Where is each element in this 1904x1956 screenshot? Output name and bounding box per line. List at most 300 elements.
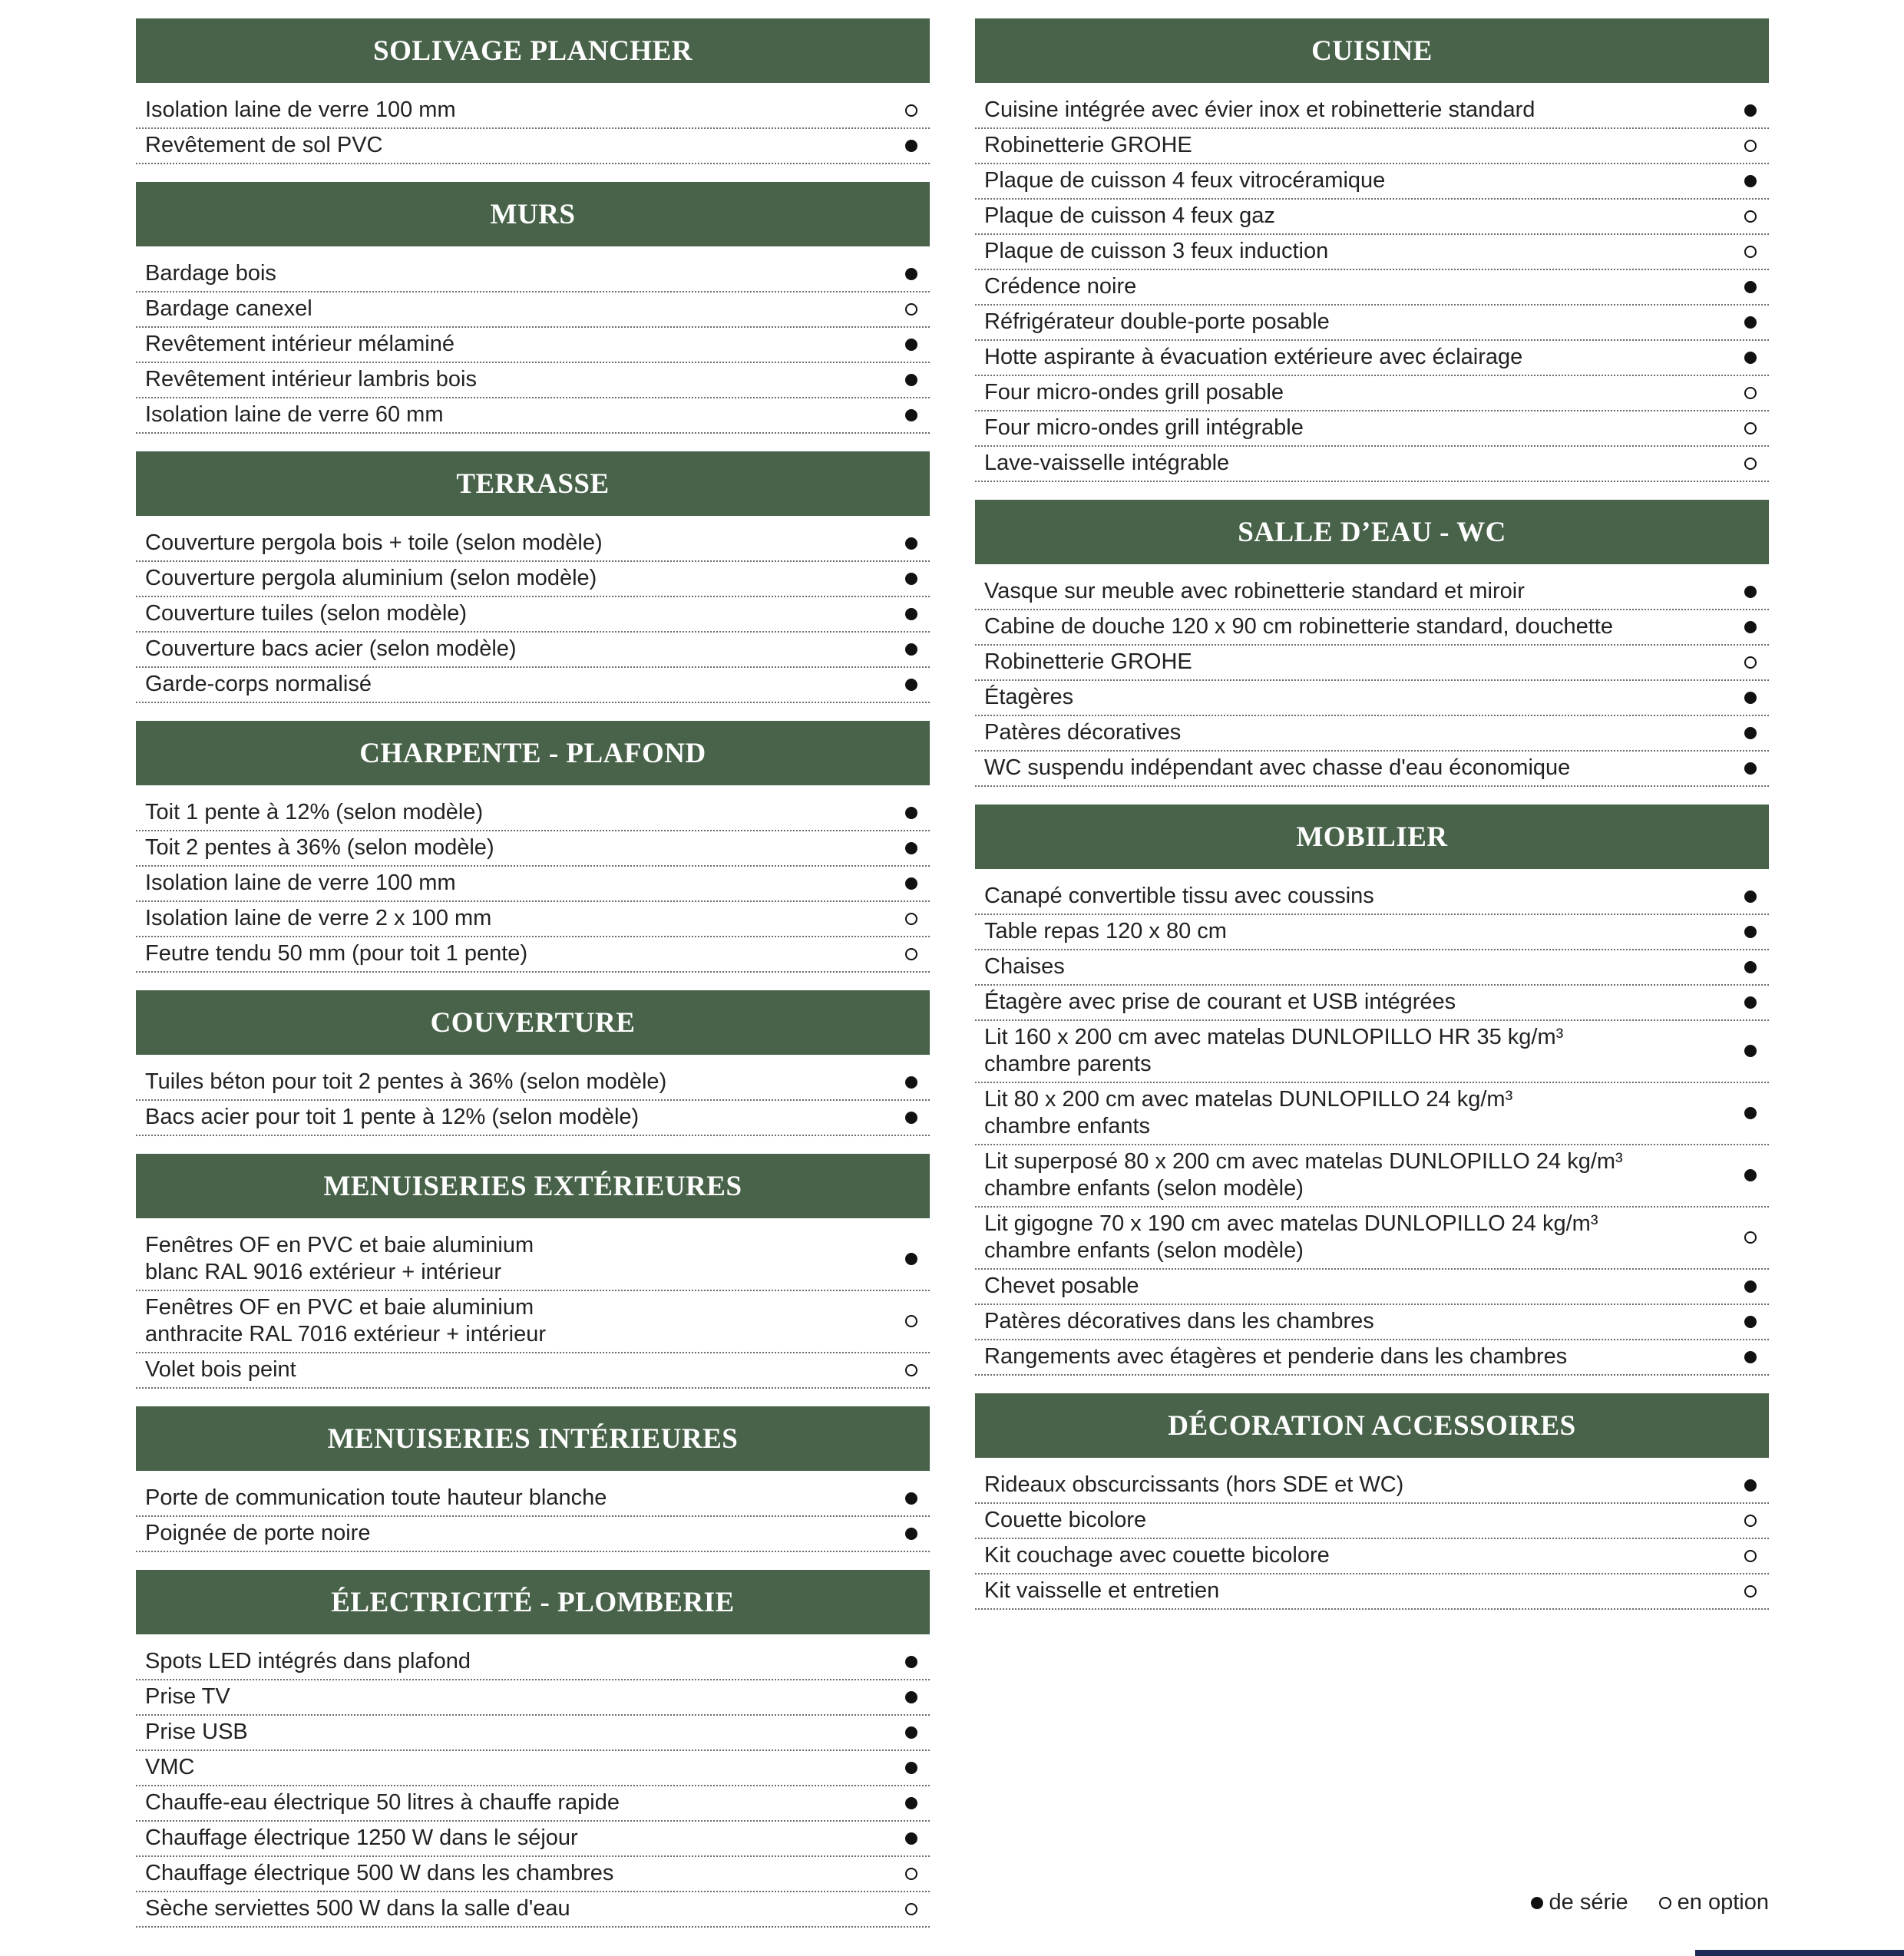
list-item xyxy=(975,1539,1769,1574)
status-mark xyxy=(1741,1228,1760,1247)
item-label xyxy=(145,1683,902,1710)
item-label xyxy=(145,132,902,159)
item-label-line: Revêtement de sol PVC xyxy=(145,133,383,157)
item-label-line: Volet bois peint xyxy=(145,1357,296,1382)
item-label-line: Chauffe-eau électrique 50 litres à chauffe rapide xyxy=(145,1790,620,1815)
legend-option xyxy=(1659,1890,1769,1915)
legend-serie-label: de série xyxy=(1549,1890,1628,1915)
item-label xyxy=(145,940,902,967)
item-label xyxy=(145,834,902,861)
item-label-line: Feutre tendu 50 mm (pour toit 1 pente) xyxy=(145,941,528,966)
list-item xyxy=(975,1305,1769,1340)
status-mark xyxy=(902,300,921,319)
item-label-line: Plaque de cuisson 4 feux vitrocéramique xyxy=(984,168,1386,193)
list-item xyxy=(136,1786,930,1822)
item-label-line: Plaque de cuisson 3 feux induction xyxy=(984,239,1329,263)
item-label-line: Bacs acier pour toit 1 pente à 12% (selon modèle) xyxy=(145,1105,640,1129)
status-mark xyxy=(902,1865,921,1883)
item-label xyxy=(984,883,1741,910)
list-item xyxy=(975,610,1769,646)
item-label-line: Toit 2 pentes à 36% (selon modèle) xyxy=(145,835,494,860)
status-mark xyxy=(1741,1104,1760,1122)
list-item xyxy=(975,341,1769,376)
filled-dot-icon xyxy=(905,409,917,421)
status-mark xyxy=(902,1109,921,1127)
item-label-line: Patères décoratives xyxy=(984,720,1182,745)
filled-dot-icon xyxy=(1744,890,1757,903)
item-label-line: Fenêtres OF en PVC et baie aluminium xyxy=(145,1295,534,1320)
status-mark xyxy=(1741,243,1760,261)
filled-dot-icon xyxy=(1744,996,1757,1009)
item-label-line-2: chambre enfants (selon modèle) xyxy=(984,1238,1304,1263)
item-label-line: Spots LED intégrés dans plafond xyxy=(145,1649,471,1674)
filled-dot-icon xyxy=(905,807,917,819)
filled-dot-icon xyxy=(1744,281,1757,293)
item-label xyxy=(984,309,1741,335)
list-item xyxy=(975,1504,1769,1539)
item-label-line-2: chambre enfants (selon modèle) xyxy=(984,1176,1304,1201)
item-label-line: Revêtement intérieur mélaminé xyxy=(145,332,455,356)
status-mark xyxy=(902,605,921,623)
item-label xyxy=(145,1069,902,1095)
filled-dot-icon xyxy=(1744,1280,1757,1293)
item-label-line: Couverture pergola bois + toile (selon modèle) xyxy=(145,530,603,555)
filled-dot-icon xyxy=(1744,175,1757,187)
empty-circle-icon xyxy=(905,1903,917,1915)
status-mark xyxy=(1741,653,1760,672)
item-label-line-2: blanc RAL 9016 extérieur + intérieur xyxy=(145,1260,501,1284)
status-mark xyxy=(902,1829,921,1848)
item-label-line: Cabine de douche 120 x 90 cm robinetterie standard, douchette xyxy=(984,614,1613,639)
item-label xyxy=(984,1211,1741,1264)
status-mark xyxy=(902,406,921,425)
item-label xyxy=(984,1024,1741,1078)
section-header: MOBILIER xyxy=(975,805,1769,869)
status-mark xyxy=(902,1759,921,1777)
filled-dot-icon xyxy=(1744,692,1757,704)
right-column xyxy=(975,18,1769,1627)
item-label-line: Tuiles béton pour toit 2 pentes à 36% (selon modèle) xyxy=(145,1069,667,1094)
section-items xyxy=(136,83,930,164)
item-label xyxy=(145,401,902,428)
filled-dot-icon xyxy=(1744,586,1757,598)
list-item xyxy=(136,1482,930,1517)
item-label xyxy=(984,167,1741,194)
list-item xyxy=(975,1340,1769,1376)
list-item xyxy=(136,129,930,164)
filled-dot-icon xyxy=(905,537,917,550)
status-mark xyxy=(1741,349,1760,367)
section-items xyxy=(136,1634,930,1928)
status-mark xyxy=(902,1794,921,1812)
item-label-line: Four micro-ondes grill intégrable xyxy=(984,415,1304,440)
list-item xyxy=(975,986,1769,1021)
item-label-line: Couverture bacs acier (selon modèle) xyxy=(145,636,517,661)
section-header: TERRASSE xyxy=(136,451,930,516)
item-label-line: Poignée de porte noire xyxy=(145,1521,371,1545)
item-label-line: Bardage canexel xyxy=(145,296,312,321)
item-label xyxy=(145,600,902,627)
list-item xyxy=(975,1270,1769,1305)
empty-circle-icon xyxy=(1744,246,1757,258)
section-header: SALLE D’EAU - WC xyxy=(975,500,1769,564)
item-label-line: Cuisine intégrée avec évier inox et robinetterie standard xyxy=(984,97,1535,122)
item-label-line: WC suspendu indépendant avec chasse d'eau économique xyxy=(984,755,1571,780)
status-mark xyxy=(902,534,921,553)
item-label-line: Lit 80 x 200 cm avec matelas DUNLOPILLO 24 kg/m³ xyxy=(984,1087,1513,1112)
item-label-line: Chevet posable xyxy=(984,1274,1139,1298)
section-items xyxy=(136,516,930,703)
item-label-line: Hotte aspirante à évacuation extérieure avec éclairage xyxy=(984,345,1523,369)
filled-dot-icon xyxy=(1744,104,1757,117)
item-label xyxy=(145,1789,902,1816)
list-item xyxy=(136,257,930,292)
empty-circle-icon xyxy=(905,1868,917,1880)
status-mark xyxy=(1741,689,1760,707)
item-label xyxy=(145,1719,902,1746)
item-label-line: Étagères xyxy=(984,685,1074,709)
empty-circle-icon xyxy=(1744,422,1757,434)
item-label-line: Couette bicolore xyxy=(984,1508,1147,1532)
item-label-line: Revêtement intérieur lambris bois xyxy=(145,367,477,392)
section-menuiseries-interieures xyxy=(136,1406,930,1552)
filled-dot-icon xyxy=(905,643,917,656)
list-item xyxy=(975,752,1769,787)
item-label xyxy=(145,671,902,698)
list-item xyxy=(136,1716,930,1751)
legend-serie xyxy=(1531,1890,1628,1915)
item-label xyxy=(984,953,1741,980)
item-label xyxy=(984,1578,1741,1604)
section-menuiseries-exterieures xyxy=(136,1154,930,1389)
item-label xyxy=(145,1520,902,1547)
section-items xyxy=(975,869,1769,1376)
item-label-line: Prise USB xyxy=(145,1720,248,1744)
filled-dot-icon xyxy=(1744,727,1757,739)
list-item xyxy=(975,376,1769,411)
status-mark xyxy=(1741,1166,1760,1185)
section-header: MENUISERIES EXTÉRIEURES xyxy=(136,1154,930,1218)
list-item xyxy=(975,950,1769,986)
item-label-line: Kit couchage avec couette bicolore xyxy=(984,1543,1330,1568)
status-mark xyxy=(902,1900,921,1918)
item-label xyxy=(984,1343,1741,1370)
item-label-line-2: anthracite RAL 7016 extérieur + intérieur xyxy=(145,1322,547,1346)
status-mark xyxy=(902,676,921,694)
item-label-line: Robinetterie GROHE xyxy=(984,649,1192,674)
status-mark xyxy=(902,804,921,822)
section-murs xyxy=(136,182,930,434)
filled-dot-icon xyxy=(905,1528,917,1540)
list-item xyxy=(136,1680,930,1716)
item-label xyxy=(145,331,902,358)
status-mark xyxy=(902,1489,921,1508)
item-label-line: VMC xyxy=(145,1755,195,1779)
item-label xyxy=(984,379,1741,406)
status-mark xyxy=(1741,759,1760,778)
item-label-line: Lit gigogne 70 x 190 cm avec matelas DUNLOPILLO 24 kg/m³ xyxy=(984,1211,1598,1236)
item-label-line: Lit superposé 80 x 200 cm avec matelas DUNLOPILLO 24 kg/m³ xyxy=(984,1149,1623,1174)
filled-dot-icon xyxy=(905,140,917,152)
filled-dot-icon xyxy=(1744,1107,1757,1119)
section-mobilier xyxy=(975,805,1769,1376)
item-label-line: Rideaux obscurcissants (hors SDE et WC) xyxy=(984,1472,1404,1497)
legend xyxy=(1531,1890,1770,1915)
item-label-line: Isolation laine de verre 60 mm xyxy=(145,402,444,427)
item-label xyxy=(145,636,902,662)
status-mark xyxy=(902,1361,921,1379)
filled-dot-icon xyxy=(1744,1351,1757,1363)
status-mark xyxy=(902,1073,921,1092)
item-label xyxy=(984,1273,1741,1300)
item-label-line: Prise TV xyxy=(145,1684,230,1709)
item-label-line: Chauffage électrique 500 W dans les chambres xyxy=(145,1861,614,1885)
list-item xyxy=(136,1229,930,1291)
status-mark xyxy=(1741,993,1760,1012)
status-mark xyxy=(902,1525,921,1543)
section-header: MURS xyxy=(136,182,930,246)
status-mark xyxy=(902,1653,921,1671)
item-label-line: Isolation laine de verre 2 x 100 mm xyxy=(145,906,492,930)
status-mark xyxy=(902,945,921,963)
status-mark xyxy=(1741,207,1760,226)
empty-circle-icon xyxy=(905,913,917,925)
section-items xyxy=(136,1218,930,1389)
item-label-line: Porte de communication toute hauteur blanche xyxy=(145,1485,607,1510)
status-mark xyxy=(1741,137,1760,155)
item-label xyxy=(145,1356,902,1383)
item-label-line: Couverture tuiles (selon modèle) xyxy=(145,601,468,626)
legend-option-label: en option xyxy=(1677,1890,1769,1915)
section-items xyxy=(975,1458,1769,1610)
empty-circle-icon xyxy=(1744,656,1757,669)
item-label-line: Rangements avec étagères et penderie dans les chambres xyxy=(984,1344,1568,1369)
item-label-line: Étagère avec prise de courant et USB intégrées xyxy=(984,990,1456,1014)
empty-circle-icon xyxy=(905,1315,917,1327)
item-label xyxy=(984,97,1741,124)
list-item xyxy=(975,200,1769,235)
section-header: CHARPENTE - PLAFOND xyxy=(136,721,930,785)
item-label xyxy=(145,366,902,393)
filled-dot-icon xyxy=(1744,961,1757,973)
item-label xyxy=(145,1232,902,1286)
status-mark xyxy=(1741,583,1760,601)
item-label-line: Sèche serviettes 500 W dans la salle d'eau xyxy=(145,1896,570,1921)
item-label xyxy=(145,1860,902,1887)
list-item xyxy=(975,1208,1769,1270)
status-mark xyxy=(1741,1348,1760,1366)
item-label xyxy=(145,97,902,124)
item-label-line: Crédence noire xyxy=(984,274,1137,299)
filled-dot-icon xyxy=(905,842,917,854)
status-mark xyxy=(1741,1512,1760,1530)
corner-accent-bar xyxy=(1695,1950,1904,1956)
item-label xyxy=(984,344,1741,371)
item-label-line: Lave-vaisselle intégrable xyxy=(984,451,1230,475)
item-label-line: Garde-corps normalisé xyxy=(145,672,372,696)
list-item xyxy=(136,1353,930,1389)
empty-circle-icon xyxy=(1744,140,1757,152)
section-electricite-plomberie xyxy=(136,1570,930,1928)
list-item xyxy=(136,1291,930,1353)
empty-circle-icon xyxy=(1744,1231,1757,1244)
item-label xyxy=(984,918,1741,945)
list-item xyxy=(975,129,1769,164)
item-label-line: Plaque de cuisson 4 feux gaz xyxy=(984,203,1275,228)
item-label xyxy=(984,1472,1741,1498)
item-label xyxy=(984,1507,1741,1534)
status-mark xyxy=(1741,313,1760,332)
section-header: COUVERTURE xyxy=(136,990,930,1055)
status-mark xyxy=(1741,1476,1760,1495)
status-mark xyxy=(1741,923,1760,941)
status-mark xyxy=(1741,618,1760,636)
item-label xyxy=(145,296,902,322)
empty-circle-icon xyxy=(1659,1897,1671,1909)
filled-dot-icon xyxy=(905,1492,917,1505)
list-item xyxy=(975,94,1769,129)
item-label xyxy=(984,578,1741,605)
section-header: DÉCORATION ACCESSOIRES xyxy=(975,1393,1769,1458)
item-label xyxy=(984,203,1741,230)
filled-dot-icon xyxy=(905,1726,917,1739)
item-label xyxy=(145,1825,902,1852)
list-item xyxy=(136,867,930,902)
list-item xyxy=(136,597,930,633)
section-charpente-plafond xyxy=(136,721,930,973)
item-label-line: Patères décoratives dans les chambres xyxy=(984,1309,1374,1333)
status-mark xyxy=(1741,454,1760,473)
section-salle-d-eau-wc xyxy=(975,500,1769,787)
item-label-line: Isolation laine de verre 100 mm xyxy=(145,871,456,895)
item-label-line: Kit vaisselle et entretien xyxy=(984,1578,1220,1603)
filled-dot-icon xyxy=(905,1076,917,1089)
list-item xyxy=(136,1822,930,1857)
status-mark xyxy=(1741,384,1760,402)
item-label-line: Chauffage électrique 1250 W dans le séjour xyxy=(145,1825,578,1850)
section-items xyxy=(136,1471,930,1552)
empty-circle-icon xyxy=(1744,210,1757,223)
empty-circle-icon xyxy=(1744,387,1757,399)
section-solivage-plancher xyxy=(136,18,930,164)
list-item xyxy=(975,164,1769,200)
filled-dot-icon xyxy=(1744,1045,1757,1057)
item-label-line-2: chambre enfants xyxy=(984,1114,1151,1138)
item-label xyxy=(984,238,1741,265)
filled-dot-icon xyxy=(905,1691,917,1703)
list-item xyxy=(975,235,1769,270)
section-items xyxy=(136,1055,930,1136)
item-label xyxy=(984,684,1741,711)
item-label-line: Réfrigérateur double-porte posable xyxy=(984,309,1330,334)
item-label xyxy=(984,989,1741,1016)
list-item xyxy=(975,880,1769,915)
status-mark xyxy=(1741,1547,1760,1565)
section-items xyxy=(975,83,1769,482)
list-item xyxy=(975,1469,1769,1504)
item-label-line: Canapé convertible tissu avec coussins xyxy=(984,884,1374,908)
filled-dot-icon xyxy=(1744,1316,1757,1328)
item-label xyxy=(984,755,1741,781)
status-mark xyxy=(1741,1582,1760,1601)
list-item xyxy=(136,831,930,867)
item-label xyxy=(984,1542,1741,1569)
item-label-line-2: chambre parents xyxy=(984,1052,1152,1076)
item-label-line: Vasque sur meuble avec robinetterie standard et miroir xyxy=(984,579,1525,603)
status-mark xyxy=(902,1688,921,1707)
filled-dot-icon xyxy=(1744,1479,1757,1492)
status-mark xyxy=(902,1250,921,1268)
list-item xyxy=(136,363,930,398)
status-mark xyxy=(902,137,921,155)
list-item xyxy=(975,1145,1769,1208)
item-label xyxy=(984,273,1741,300)
status-mark xyxy=(902,101,921,120)
status-mark xyxy=(902,335,921,354)
item-label xyxy=(984,415,1741,441)
item-label xyxy=(145,1648,902,1675)
empty-circle-icon xyxy=(1744,458,1757,470)
list-item xyxy=(975,306,1769,341)
item-label xyxy=(145,1895,902,1922)
list-item xyxy=(975,1574,1769,1610)
status-mark xyxy=(1741,724,1760,742)
list-item xyxy=(975,915,1769,950)
section-items xyxy=(136,246,930,434)
status-mark xyxy=(902,570,921,588)
list-item xyxy=(975,646,1769,681)
item-label xyxy=(984,1086,1741,1140)
list-item xyxy=(136,1101,930,1136)
list-item xyxy=(136,796,930,831)
item-label xyxy=(145,1485,902,1512)
item-label-line: Bardage bois xyxy=(145,261,276,286)
empty-circle-icon xyxy=(905,1364,917,1376)
list-item xyxy=(975,681,1769,716)
item-label-line: Couverture pergola aluminium (selon modèle) xyxy=(145,566,597,590)
filled-dot-icon xyxy=(905,679,917,691)
list-item xyxy=(136,1517,930,1552)
item-label xyxy=(145,1104,902,1131)
item-label xyxy=(984,1308,1741,1335)
list-item xyxy=(136,562,930,597)
section-header: ÉLECTRICITÉ - PLOMBERIE xyxy=(136,1570,930,1634)
empty-circle-icon xyxy=(905,948,917,960)
list-item xyxy=(975,411,1769,447)
list-item xyxy=(136,1645,930,1680)
section-header: CUISINE xyxy=(975,18,1769,83)
status-mark xyxy=(1741,419,1760,438)
status-mark xyxy=(1741,278,1760,296)
filled-dot-icon xyxy=(905,1656,917,1668)
section-cuisine xyxy=(975,18,1769,482)
section-header: SOLIVAGE PLANCHER xyxy=(136,18,930,83)
status-mark xyxy=(902,371,921,389)
status-mark xyxy=(1741,887,1760,906)
filled-dot-icon xyxy=(1744,926,1757,938)
status-mark xyxy=(1741,1042,1760,1060)
list-item xyxy=(136,937,930,973)
filled-dot-icon xyxy=(1744,621,1757,633)
status-mark xyxy=(1741,172,1760,190)
item-label xyxy=(145,565,902,592)
status-mark xyxy=(902,265,921,283)
list-item xyxy=(136,94,930,129)
filled-dot-icon xyxy=(905,339,917,351)
empty-circle-icon xyxy=(1744,1515,1757,1527)
item-label xyxy=(984,450,1741,477)
section-items xyxy=(136,785,930,973)
